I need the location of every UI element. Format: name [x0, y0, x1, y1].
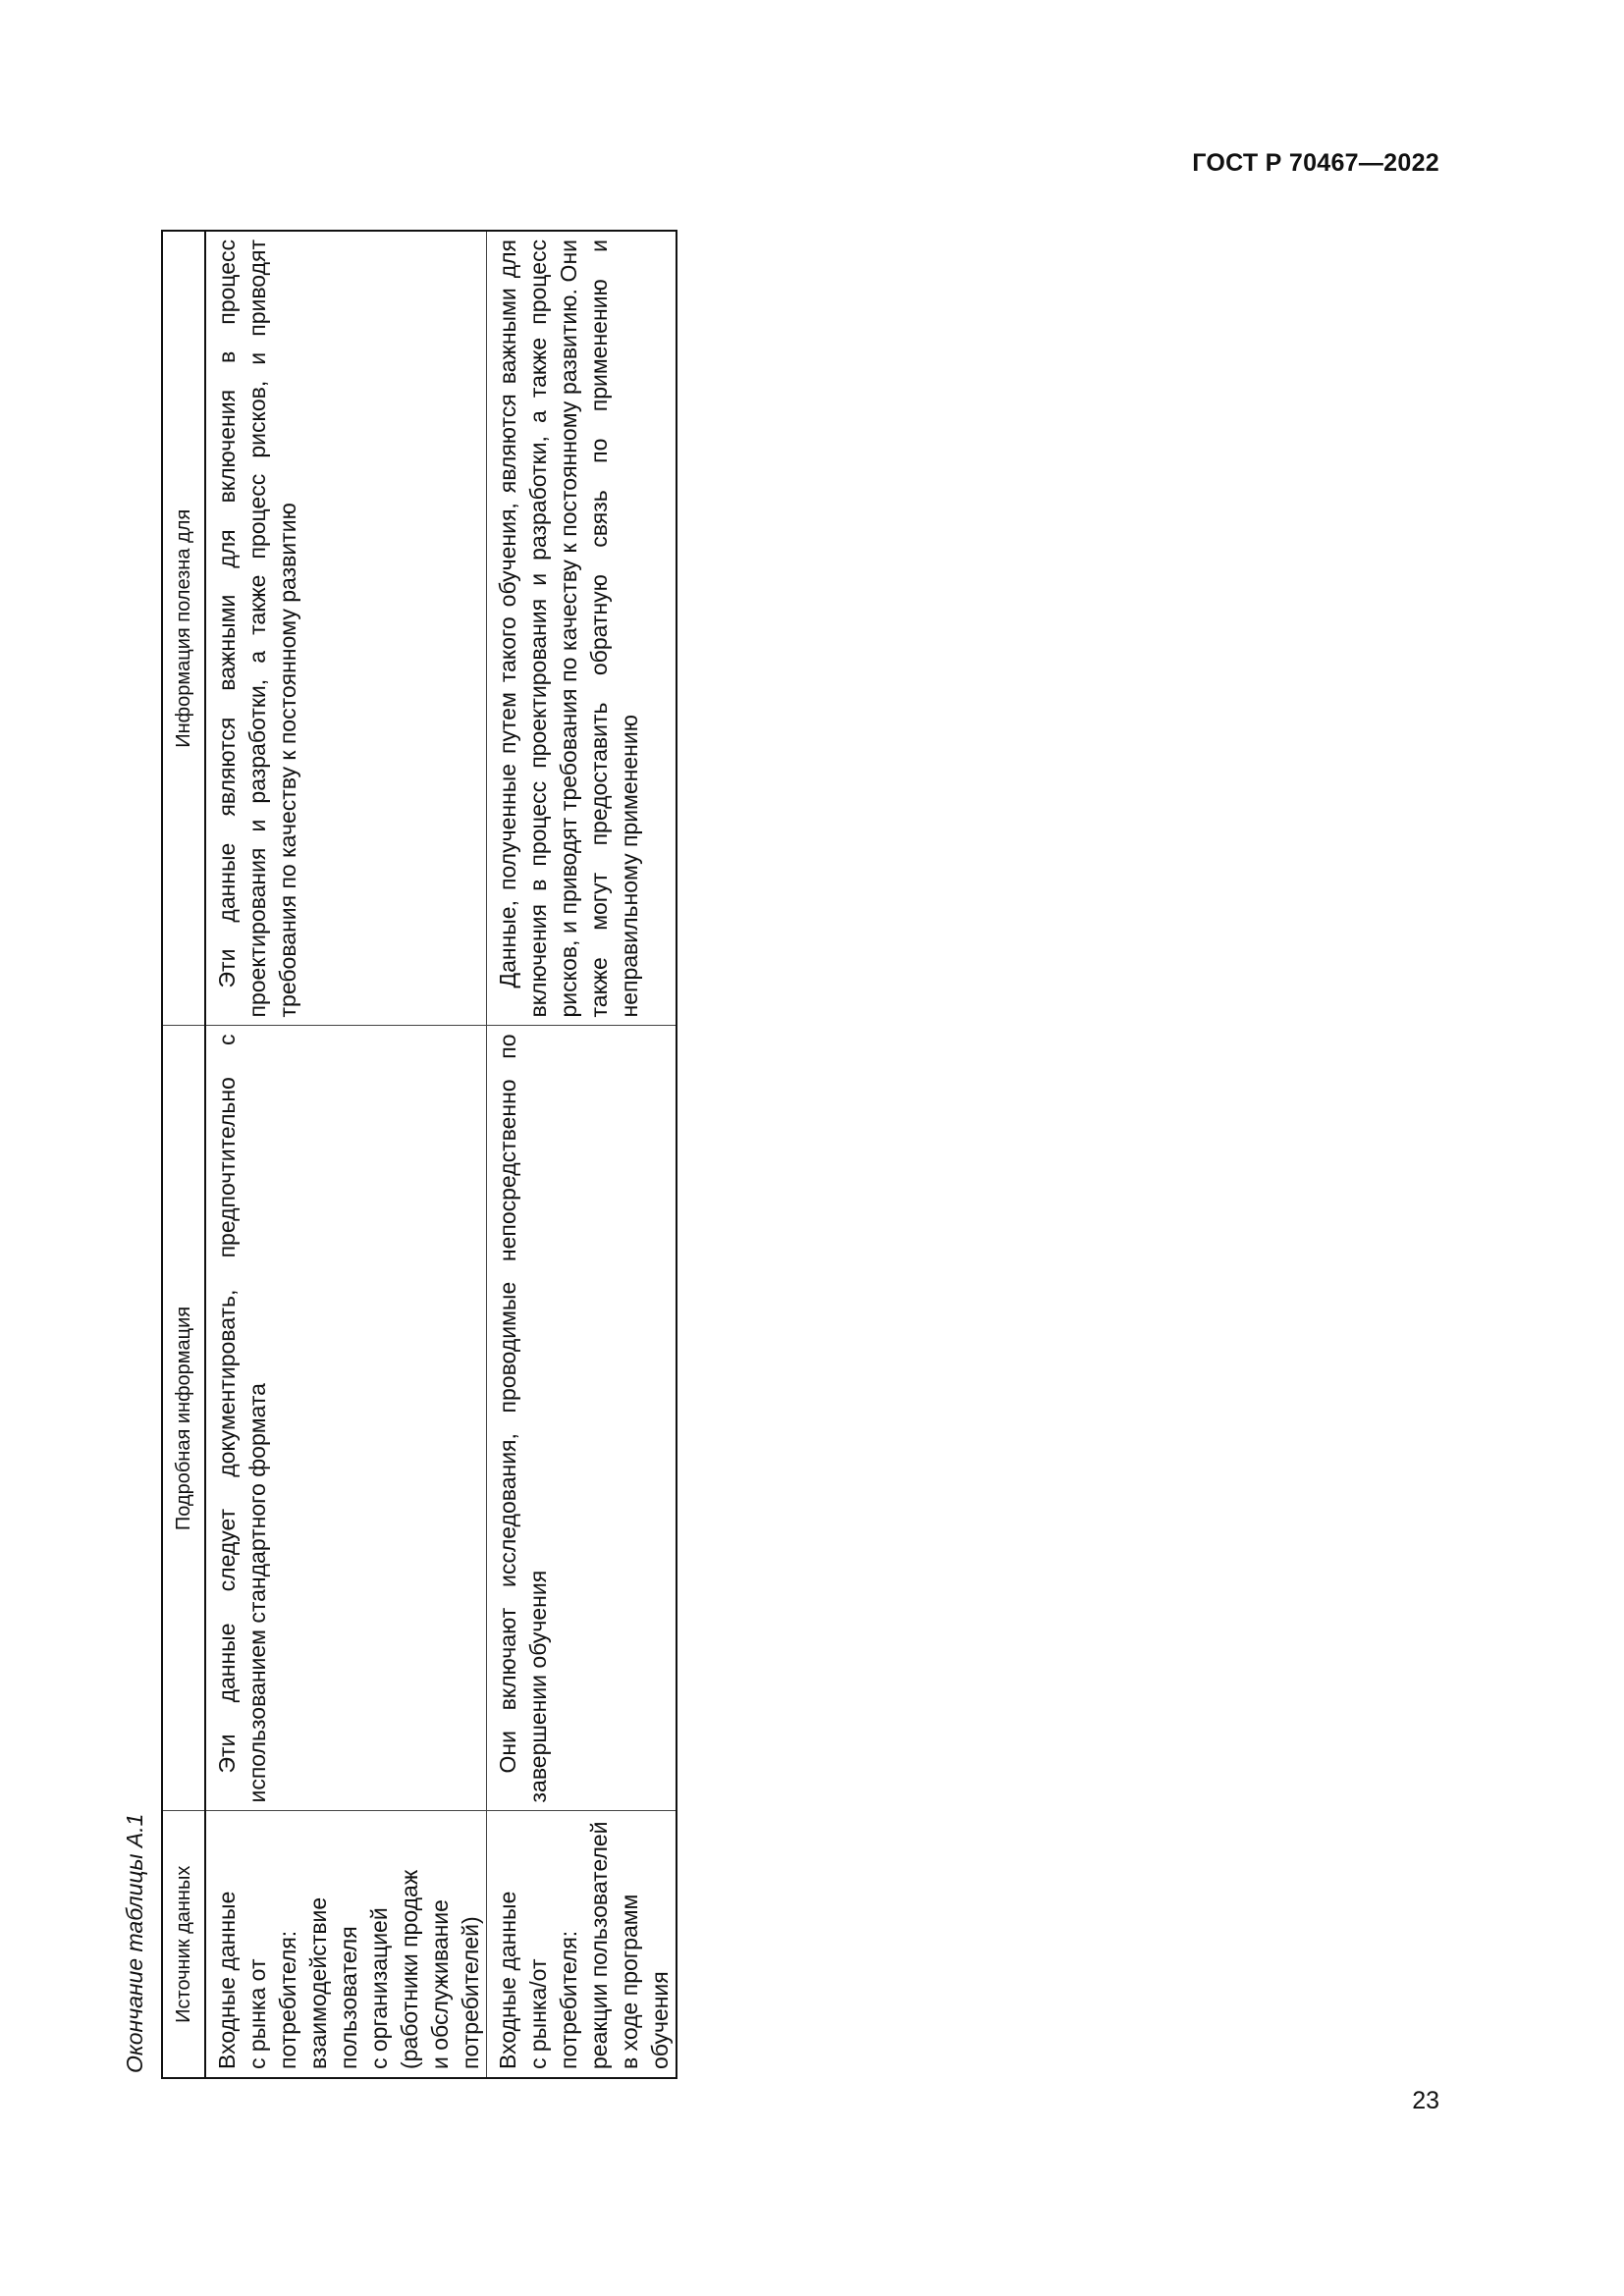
- cell-details-text: Эти данные следует документировать, предпочтительно с использованием стандартного формата: [214, 1034, 270, 1803]
- cell-useful-for: [205, 231, 487, 1026]
- cell-useful-for: [487, 231, 677, 1026]
- column-header-source: Источник данных: [162, 1811, 205, 2078]
- table-header-row: [162, 231, 205, 2078]
- page-number: 23: [1412, 2087, 1439, 2114]
- cell-source: [205, 1811, 487, 2078]
- cell-useful-for-text: Данные, полученные путем такого обучения, являются важными для включения в процесс проектирования и разработки, а также процесс рисков, и приводят требования по качеству к постоянному развитию. Они также могут предоставить обратную связь по применению и неправильному применению: [495, 240, 642, 1018]
- table-row: [205, 231, 487, 2078]
- rotated-table-block: [108, 232, 673, 2079]
- document-code: ГОСТ Р 70467—2022: [1192, 149, 1439, 177]
- cell-useful-for-text: Эти данные являются важными для включения в процесс проектирования и разработки, а также процесс рисков, и приводят требования по качеству к постоянному развитию: [214, 240, 300, 1018]
- cell-source-text: Входные данные с рынка/от потребителя: реакции пользователей в ходе программ обучения: [495, 1821, 673, 2069]
- table-caption: Окончание таблицы А.1: [122, 1813, 147, 2073]
- cell-details-text: Они включают исследования, проводимые непосредственно по завершении обучения: [495, 1034, 551, 1803]
- table-row: [487, 231, 677, 2078]
- column-header-useful-for: Информация полезна для: [162, 231, 205, 1026]
- cell-source-text: Входные данные с рынка от потребителя: взаимодействие пользователя с организацией (работники продаж и обслуживание потребителей): [214, 1869, 483, 2069]
- column-header-details: Подробная информация: [162, 1026, 205, 1811]
- cell-source: [487, 1811, 677, 2078]
- data-source-table: [161, 230, 677, 2079]
- cell-details: [487, 1026, 677, 1811]
- cell-details: [205, 1026, 487, 1811]
